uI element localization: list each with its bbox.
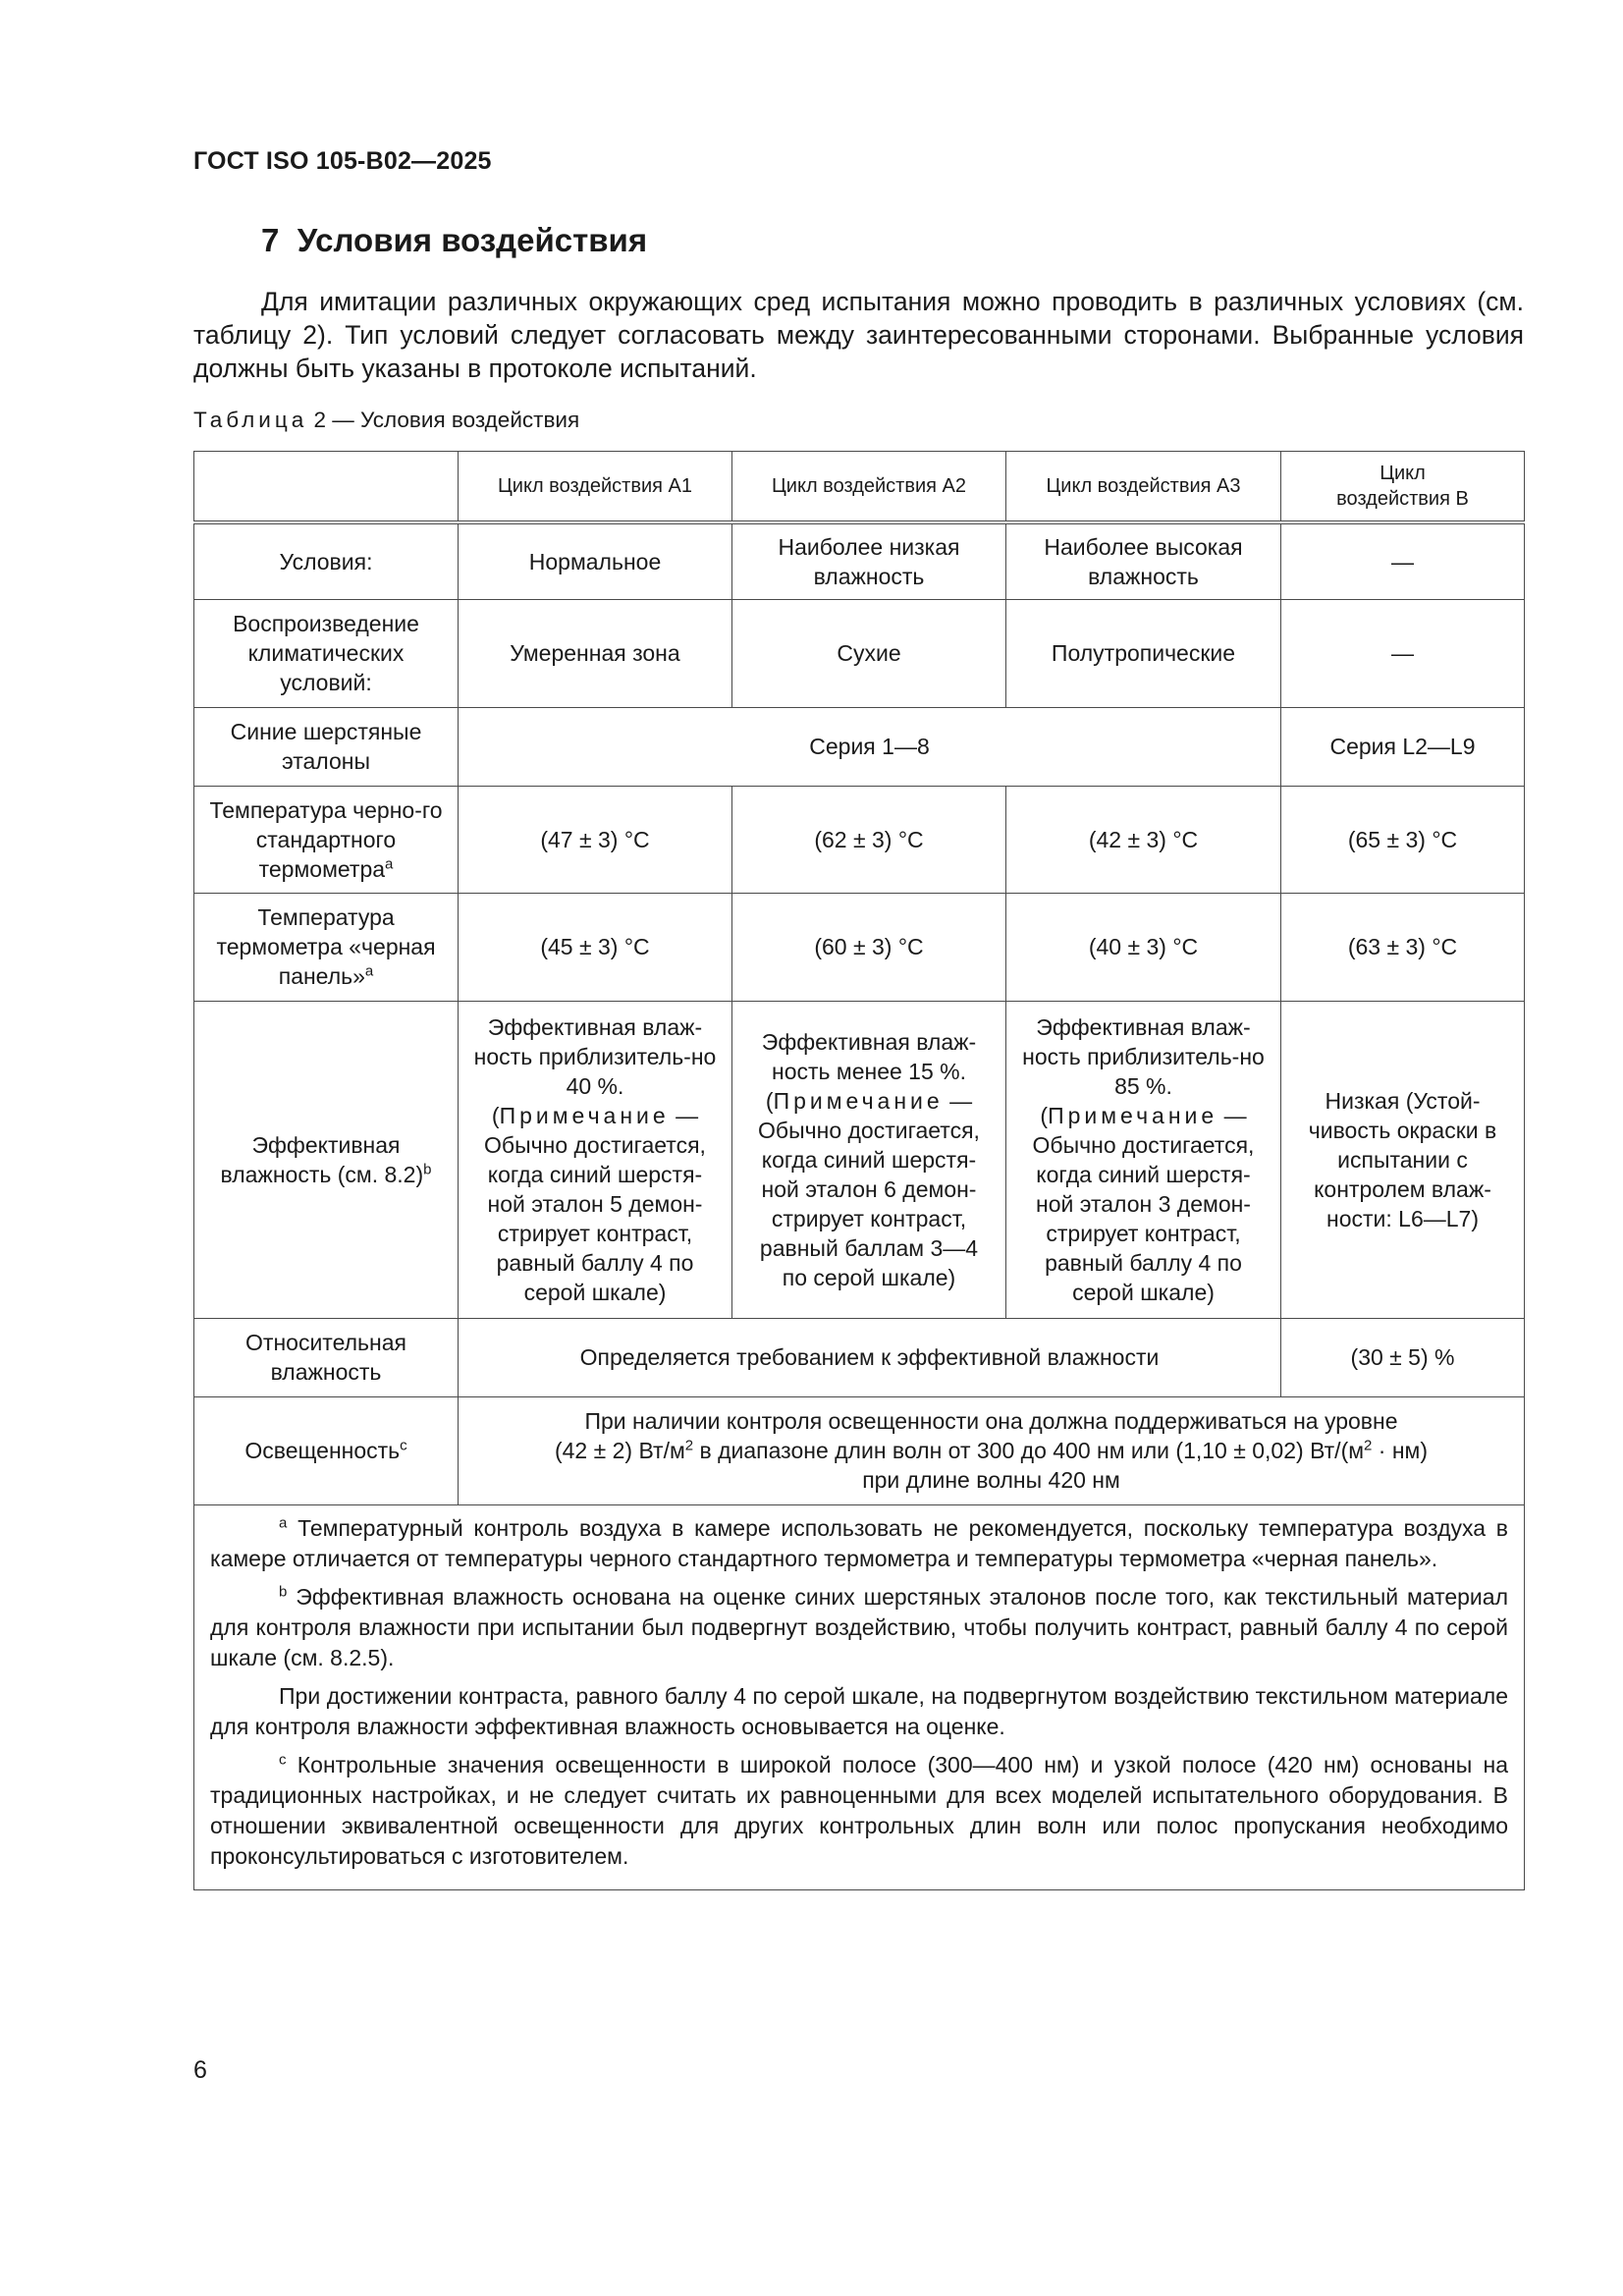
note-a: $^а$ Температурный контроль воздуха в камере использовать не рекомендуется, поскольку температура воздуха в камере отличается от температуры черного стандартного термометра и температуры термометра «черная панель». [210, 1513, 1508, 1571]
cell-a2: Наиболее низкая влажность [732, 522, 1006, 599]
header-empty [194, 452, 459, 523]
cell-b: (63 ± 3) °С [1281, 893, 1525, 1001]
header-cycle-b: Цикл воздействия В [1281, 452, 1525, 523]
note-word: Примечание [773, 1087, 944, 1114]
cell-a1: Нормальное [459, 522, 732, 599]
cell-b: — [1281, 599, 1525, 707]
cell-a3: (40 ± 3) °С [1006, 893, 1281, 1001]
row-label: Воспроизведение климатических условий: [194, 599, 459, 707]
conditions-table [193, 451, 1525, 1890]
cell-b: Серия L2—L9 [1281, 707, 1525, 786]
row-label: Условия: [194, 522, 459, 599]
table-notes [194, 1504, 1525, 1889]
cell-a3: Эффективная влаж-ность приблизитель-но 85 %. (Примечание — Обычно достигается, когда синий шерстя-ной эталон 3 демон-стрирует контраст, равный баллу 4 по серой шкале) [1006, 1001, 1281, 1318]
table-row [194, 1318, 1525, 1396]
table-row [194, 707, 1525, 786]
cell-a2: Сухие [732, 599, 1006, 707]
note-b: $^b$ Эффективная влажность основана на оценке синих шерстяных эталонов после того, как текстильный материал для контроля влажности при испытании был подвергнут воздействию, чтобы получить контраст, равный баллу 4 по серой шкале (см. 8.2.5). [210, 1582, 1508, 1670]
footnote-marker: а [364, 962, 374, 980]
table-caption [193, 408, 579, 433]
cell-a-all: Определяется требованием к эффективной влажности [459, 1318, 1281, 1396]
cell-a3: Наиболее высокая влажность [1006, 522, 1281, 599]
cell-b: — [1281, 522, 1525, 599]
cell-a2: Эффективная влаж-ность менее 15 %. (Примечание — Обычно достигается, когда синий шерстя-ной эталон 6 демон-стрирует контраст, равный баллам 3—4 по серой шкале) [732, 1001, 1006, 1318]
row-label: Эффективная влажность (см. 8.2)$^b$ [194, 1001, 459, 1318]
cell-a2: (62 ± 3) °С [732, 786, 1006, 893]
document-code: ГОСТ ISO 105-B02—2025 [193, 147, 492, 175]
table-header-row [194, 452, 1525, 523]
cell-a1: Эффективная влаж-ность приблизитель-но 40 %. (Примечание — Обычно достигается, когда синий шерстя-ной эталон 5 демон-стрирует контраст, равный баллу 4 по серой шкале) [459, 1001, 732, 1318]
footnote-marker: а [385, 854, 394, 872]
table-row [194, 1001, 1525, 1318]
cell-a3: (42 ± 3) °С [1006, 786, 1281, 893]
table-caption-title: 2 — Условия воздействия [307, 408, 580, 432]
header-cycle-a1: Цикл воздействия А1 [459, 452, 732, 523]
row-label: Синие шерстяные эталоны [194, 707, 459, 786]
header-cycle-a3: Цикл воздействия А3 [1006, 452, 1281, 523]
cell-b: Низкая (Устой-чивость окраски в испытании с контролем влаж-ности: L6—L7) [1281, 1001, 1525, 1318]
section-heading [261, 222, 647, 259]
section-title: Условия воздействия [297, 222, 648, 258]
footnote-marker: с [400, 1437, 407, 1454]
note-c: $^с$ Контрольные значения освещенности в широкой полосе (300—400 нм) и узкой полосе (420 нм) основаны на традиционных настройках, и не следует считать их равноценными для всех моделей испытательного оборудования. В отношении эквивалентной освещенности для других контрольных длин волн или полос пропускания необходимо проконсультироваться с изготовителем. [210, 1750, 1508, 1869]
note-b-extra: При достижении контраста, равного баллу 4 по серой шкале, на подвергнутом воздействию текстильном материале для контроля влажности эффективная влажность основывается на оценке. [210, 1682, 1508, 1739]
table-row [194, 599, 1525, 707]
row-label: Относительная влажность [194, 1318, 459, 1396]
table-caption-label: Таблица [193, 408, 308, 432]
cell-a-all: Серия 1—8 [459, 707, 1281, 786]
cell-a2: (60 ± 3) °С [732, 893, 1006, 1001]
notes-row [194, 1504, 1525, 1889]
row-label: Температура черно-го стандартного термометра$^а$ [194, 786, 459, 893]
cell-a1: (47 ± 3) °С [459, 786, 732, 893]
table-row [194, 522, 1525, 599]
note-a-marker: а [279, 1513, 288, 1531]
cell-a1: Умеренная зона [459, 599, 732, 707]
intro-paragraph [193, 285, 1524, 385]
section-number: 7 [261, 222, 280, 258]
footnote-marker: b [423, 1160, 432, 1177]
row-label: Освещенность$^с$ [194, 1396, 459, 1504]
intro-text: Для имитации различных окружающих сред испытания можно проводить в различных условиях (см. таблицу 2). Тип условий следует согласовать между заинтересованными сторонами. Выбранные условия должны быть указаны в протоколе испытаний. [193, 287, 1524, 383]
note-c-marker: с [279, 1750, 287, 1768]
page-number: 6 [193, 2056, 207, 2084]
table-row [194, 893, 1525, 1001]
header-cycle-a2: Цикл воздействия А2 [732, 452, 1006, 523]
irradiance-cell: При наличии контроля освещенности она должна поддерживаться на уровне (42 ± 2) $Вт/м^2$ в диапазоне длин волн от 300 до 400 нм или (1,10 ± 0,02) $Вт/(м^2 \cdot нм)$ при длине волны 420 нм [459, 1396, 1525, 1504]
note-b-marker: b [279, 1582, 288, 1600]
cell-a1: (45 ± 3) °С [459, 893, 732, 1001]
cell-a3: Полутропические [1006, 599, 1281, 707]
table-row [194, 786, 1525, 893]
cell-b: (30 ± 5) % [1281, 1318, 1525, 1396]
cell-b: (65 ± 3) °С [1281, 786, 1525, 893]
note-word: Примечание [499, 1102, 670, 1128]
note-word: Примечание [1048, 1102, 1218, 1128]
table-row [194, 1396, 1525, 1504]
row-label: Температура термометра «черная панель»$^а$ [194, 893, 459, 1001]
